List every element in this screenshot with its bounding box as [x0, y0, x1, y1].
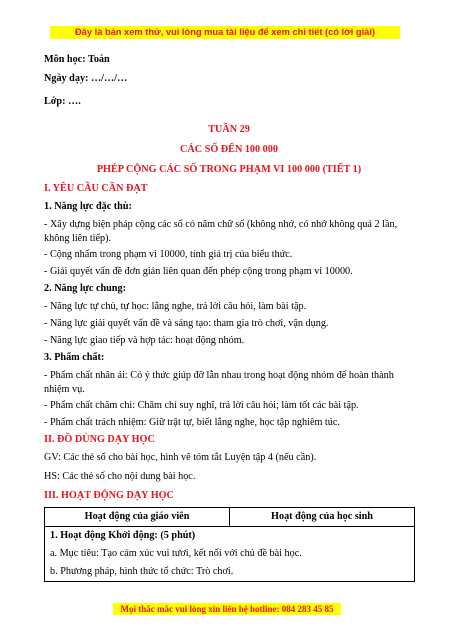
activity-method: b. Phương pháp, hình thức tổ chức: Trò chơi.: [50, 566, 234, 577]
lesson-title: PHÉP CỘNG CÁC SỐ TRONG PHẠM VI 100 000 (TIẾT 1): [96, 164, 362, 175]
competency-item: - Năng lực tự chủ, tự học: lắng nghe, trả lời câu hỏi, làm bài tập.: [44, 301, 307, 312]
teacher-column-header: Hoạt động của giáo viên: [45, 508, 230, 527]
section-1-heading: I. YÊU CẦU CẦN ĐẠT: [44, 183, 148, 194]
competency-item: - Giải quyết vấn đề đơn giản liên quan đến phép cộng trong phạm vi 10000.: [44, 266, 353, 277]
subsection-1-3: 3. Phẩm chất:: [44, 352, 105, 363]
subsection-1-2: 2. Năng lực chung:: [44, 283, 126, 294]
document-body: [44, 53, 414, 582]
section-3-heading: III. HOẠT ĐỘNG DẠY HỌC: [44, 490, 174, 501]
section-2-heading: II. ĐỒ DÙNG DẠY HỌC: [44, 434, 155, 445]
quality-item: - Phẩm chất nhân ái: Có ý thức giúp đỡ lẫn nhau trong hoạt động nhóm để hoàn thành nhiệm vụ.: [44, 370, 394, 395]
competency-item: - Cộng nhẩm trong phạm vi 10000, tính giá trị của biểu thức.: [44, 249, 293, 260]
activity-title: 1. Hoạt động Khởi động: (5 phút): [50, 530, 196, 541]
activity-goal: a. Mục tiêu: Tạo cảm xúc vui tươi, kết nối với chủ đề bài học.: [50, 548, 302, 559]
activity-table: [44, 507, 415, 582]
teacher-materials: GV: Các thẻ số cho bài học, hình vẽ tóm tắt Luyện tập 4 (nếu cần).: [44, 452, 317, 463]
student-column-header: Hoạt động của học sinh: [230, 508, 415, 527]
subsection-1-1: 1. Năng lực đặc thù:: [44, 201, 132, 212]
hotline-footer: Mọi thắc mắc vui lòng xin liên hệ hotline: 084 283 45 85: [113, 603, 341, 615]
grade-line: Lớp: ….: [44, 96, 81, 107]
competency-item: - Năng lực giao tiếp và hợp tác: hoạt động nhóm.: [44, 335, 245, 346]
competency-item: - Năng lực giải quyết vấn đề và sáng tạo: tham gia trò chơi, vận dụng.: [44, 318, 329, 329]
topic-title: CÁC SỐ ĐẾN 100 000: [180, 144, 278, 155]
week-title: TUẦN 29: [208, 124, 250, 135]
student-materials: HS: Các thẻ số cho nội dung bài học.: [44, 471, 196, 482]
activity-cell: [45, 527, 415, 582]
quality-item: - Phẩm chất chăm chỉ: Chăm chỉ suy nghĩ, trả lời câu hỏi; làm tốt các bài tập.: [44, 400, 359, 411]
competency-item: - Xây dựng biện pháp cộng các số có năm chữ số (không nhớ, có nhớ không quá 2 lần, không liên tiếp).: [44, 219, 398, 244]
quality-item: - Phẩm chất trách nhiệm: Giữ trật tự, biết lắng nghe, học tập nghiêm túc.: [44, 417, 340, 428]
date-line: Ngày dạy: …/…/…: [44, 73, 128, 84]
subject-line: Môn học: Toán: [44, 54, 110, 65]
preview-banner: Đây là bản xem thử, vui lòng mua tài liệu để xem chi tiết (có lời giải): [50, 26, 400, 39]
